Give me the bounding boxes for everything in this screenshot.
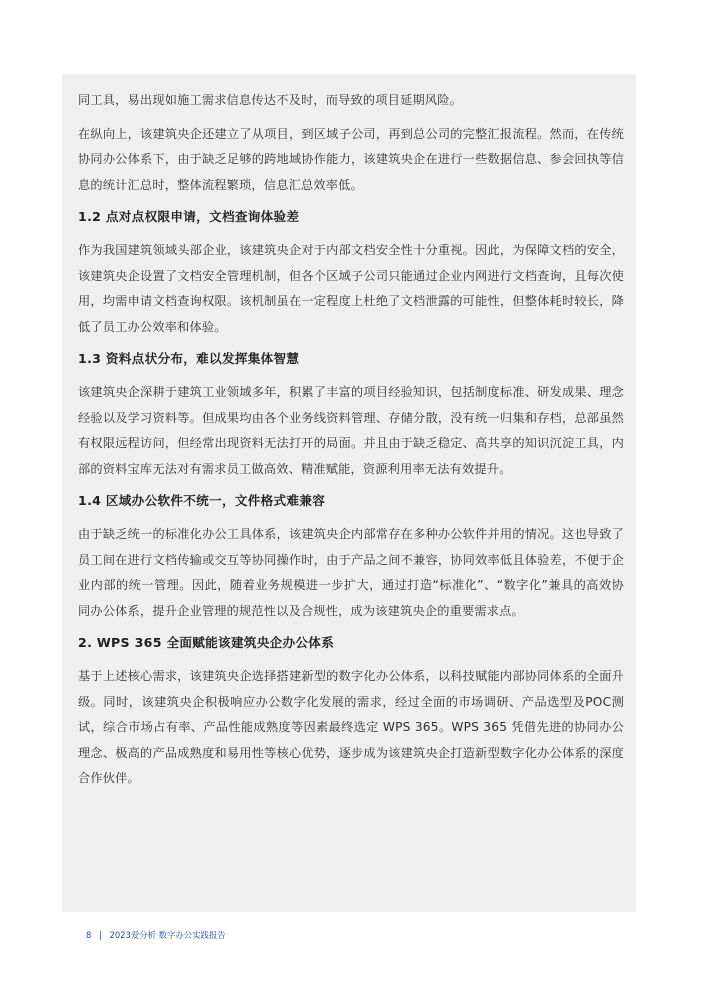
- paragraph: 由于缺乏统一的标准化办公工具体系，该建筑央企内部常存在多种办公软件并用的情况。这也导致了员工间在进行文档传输或交互等协同操作时，由于产品之间不兼容，协同效率低且体验差，不便于企业内部的统一管理。因此，随着业务规模进一步扩大，通过打造“标准化”、“数字化”兼具的高效协同办公体系，提升企业管理的规范性以及合规性，成为该建筑央企的重要需求点。: [78, 527, 624, 618]
- section-heading: 1.4 区域办公软件不统一，文件格式难兼容: [78, 493, 326, 508]
- paragraph: 同工具，易出现如施工需求信息传达不及时，而导致的项目延期风险。: [78, 93, 463, 107]
- page-footer: [86, 929, 226, 941]
- footer-title: 2023爱分析 数字办公实践报告: [109, 930, 226, 940]
- footer-separator: |: [99, 930, 102, 940]
- section-heading: 1.2 点对点权限申请，文档查询体验差: [78, 209, 300, 224]
- page-number: 8: [86, 930, 92, 940]
- section-heading: 2. WPS 365 全面赋能该建筑央企办公体系: [78, 635, 335, 650]
- paragraph: 作为我国建筑领域头部企业，该建筑央企对于内部文档安全性十分重视。因此，为保障文档的安全，该建筑央企设置了文档安全管理机制，但各个区域子公司只能通过企业内网进行文档查询，且每次使用，均需申请文档查询权限。该机制虽在一定程度上杜绝了文档泄露的可能性，但整体耗时较长，降低了员工办公效率和体验。: [78, 243, 624, 334]
- paragraph: 基于上述核心需求，该建筑央企选择搭建新型的数字化办公体系，以科技赋能内部协同体系的全面升级。同时，该建筑央企积极响应办公数字化发展的需求，经过全面的市场调研、产品选型及POC测试，综合市场占有率、产品性能成熟度等因素最终选定 WPS 365。WPS 365 凭借先进的协同办公理念、极高的产品成熟度和易用性等核心优势，逐步成为该建筑央企打造新型数字化办公体系的深度合作伙伴。: [78, 669, 624, 785]
- paragraph: 在纵向上，该建筑央企还建立了从项目，到区域子公司，再到总公司的完整汇报流程。然而，在传统协同办公体系下，由于缺乏足够的跨地域协作能力，该建筑央企在进行一些数据信息、参会回执等信息的统计汇总时，整体流程繁琐，信息汇总效率低。: [78, 126, 624, 192]
- document-body: [78, 88, 624, 800]
- paragraph: 该建筑央企深耕于建筑工业领域多年，积累了丰富的项目经验知识，包括制度标准、研发成果、理念经验以及学习资料等。但成果均由各个业务线资料管理、存储分散，没有统一归集和存档，总部虽然有权限远程访问，但经常出现资料无法打开的局面。并且由于缺乏稳定、高共享的知识沉淀工具，内部的资料宝库无法对有需求员工做高效、精准赋能，资源利用率无法有效提升。: [78, 385, 624, 476]
- section-heading: 1.3 资料点状分布，难以发挥集体智慧: [78, 351, 300, 366]
